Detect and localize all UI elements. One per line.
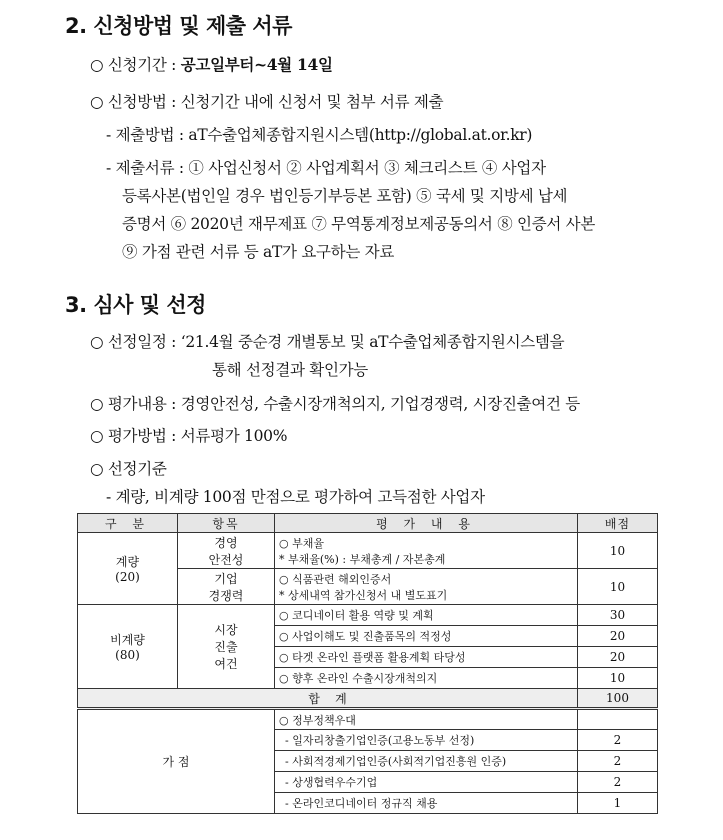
table-row [78,605,658,626]
required-docs-line-2: 등록사본(법인일 경우 법인등기부등본 포함) ⑤ 국세 및 지방세 납세 [122,187,568,205]
stability-score: 10 [578,533,658,569]
total-label: 합 계 [78,689,578,709]
required-docs-line-1: - 제출서류 : ① 사업신청서 ② 사업계획서 ③ 체크리스트 ④ 사업자 [106,159,546,177]
market-content: ○ 코디네이터 활용 역량 및 계획 [275,605,578,626]
bonus-score: 2 [578,730,658,751]
competitive-content-2: * 상세내역 참가신청서 내 별도표기 [279,588,448,602]
stability-content-1: ○ 부채율 [279,536,324,550]
bonus-score: 2 [578,772,658,793]
market-content: ○ 사업이해도 및 진출품목의 적정성 [275,626,578,647]
table-row [78,709,658,730]
item-stability: 경영 안전성 [178,533,275,569]
bonus-header-score [578,709,658,730]
nonquant-category [78,605,178,689]
header-score: 배점 [578,514,658,533]
bonus-content: - 온라인코디네이터 정규직 채용 [275,793,578,814]
market-score: 20 [578,647,658,668]
bonus-content: - 일자리창출기업인증(고용노동부 선정) [275,730,578,751]
bonus-score: 2 [578,751,658,772]
bonus-content: - 사회적경제기업인증(사회적기업진흥원 인증) [275,751,578,772]
competitive-score: 10 [578,569,658,605]
bonus-content: - 상생협력우수기업 [275,772,578,793]
competitive-content [275,569,578,605]
market-content: ○ 타겟 온라인 플랫폼 활용계획 타당성 [275,647,578,668]
total-score: 100 [578,689,658,709]
application-period-label: ○ 신청기간 : [90,56,177,74]
item-market: 시장 진출 여건 [178,605,275,689]
nonquant-label: 비계량 [110,633,145,647]
required-docs-line-3: 증명서 ⑥ 2020년 재무제표 ⑦ 무역통계정보제공동의서 ⑧ 인증서 사본 [122,215,596,233]
section-3-heading: 3. 심사 및 선정 [65,293,206,317]
table-row [78,533,658,569]
evaluation-method: ○ 평가방법 : 서류평가 100% [90,427,288,445]
stability-content-2: * 부채율(%) : 부채총계 / 자본총계 [279,552,446,566]
quant-score: (20) [115,570,140,584]
header-content: 평 가 내 용 [275,514,578,533]
bonus-score: 1 [578,793,658,814]
quant-label: 계량 [115,555,140,569]
stability-content [275,533,578,569]
evaluation-content: ○ 평가내용 : 경영안전성, 수출시장개척의지, 기업경쟁력, 시장진출여건 등 [90,395,580,413]
nonquant-score: (80) [115,648,140,662]
market-content: ○ 향후 온라인 수출시장개척의지 [275,668,578,689]
bonus-header: ○ 정부정책우대 [275,709,578,730]
bonus-label: 가 점 [78,709,275,814]
application-period [90,53,333,75]
application-method: ○ 신청방법 : 신청기간 내에 신청서 및 첨부 서류 제출 [90,93,444,111]
quant-category [78,533,178,605]
section-2-heading: 2. 신청방법 및 제출 서류 [65,14,292,38]
market-score: 30 [578,605,658,626]
evaluation-table [77,513,658,814]
competitive-content-1: ○ 식품관련 해외인증서 [279,572,392,586]
selection-criteria: ○ 선정기준 [90,460,167,478]
item-competitive: 기업 경쟁력 [178,569,275,605]
market-score: 20 [578,626,658,647]
table-header-row [78,514,658,533]
total-row [78,689,658,709]
selection-schedule-line-2: 통해 선정결과 확인가능 [212,361,368,379]
selection-schedule-line-1: ○ 선정일정 : ‘21.4월 중순경 개별통보 및 aT수출업체종합지원시스템을 [90,333,565,351]
header-category: 구 분 [78,514,178,533]
market-score: 10 [578,668,658,689]
application-period-value: 공고일부터~4월 14일 [180,55,333,74]
required-docs-line-4: ⑨ 가점 관련 서류 등 aT가 요구하는 자료 [122,243,394,261]
header-item: 항목 [178,514,275,533]
submit-method: - 제출방법 : aT수출업체종합지원시스템(http://global.at.or.kr) [106,126,533,144]
selection-criteria-detail: - 계량, 비계량 100점 만점으로 평가하여 고득점한 사업자 [106,488,485,506]
